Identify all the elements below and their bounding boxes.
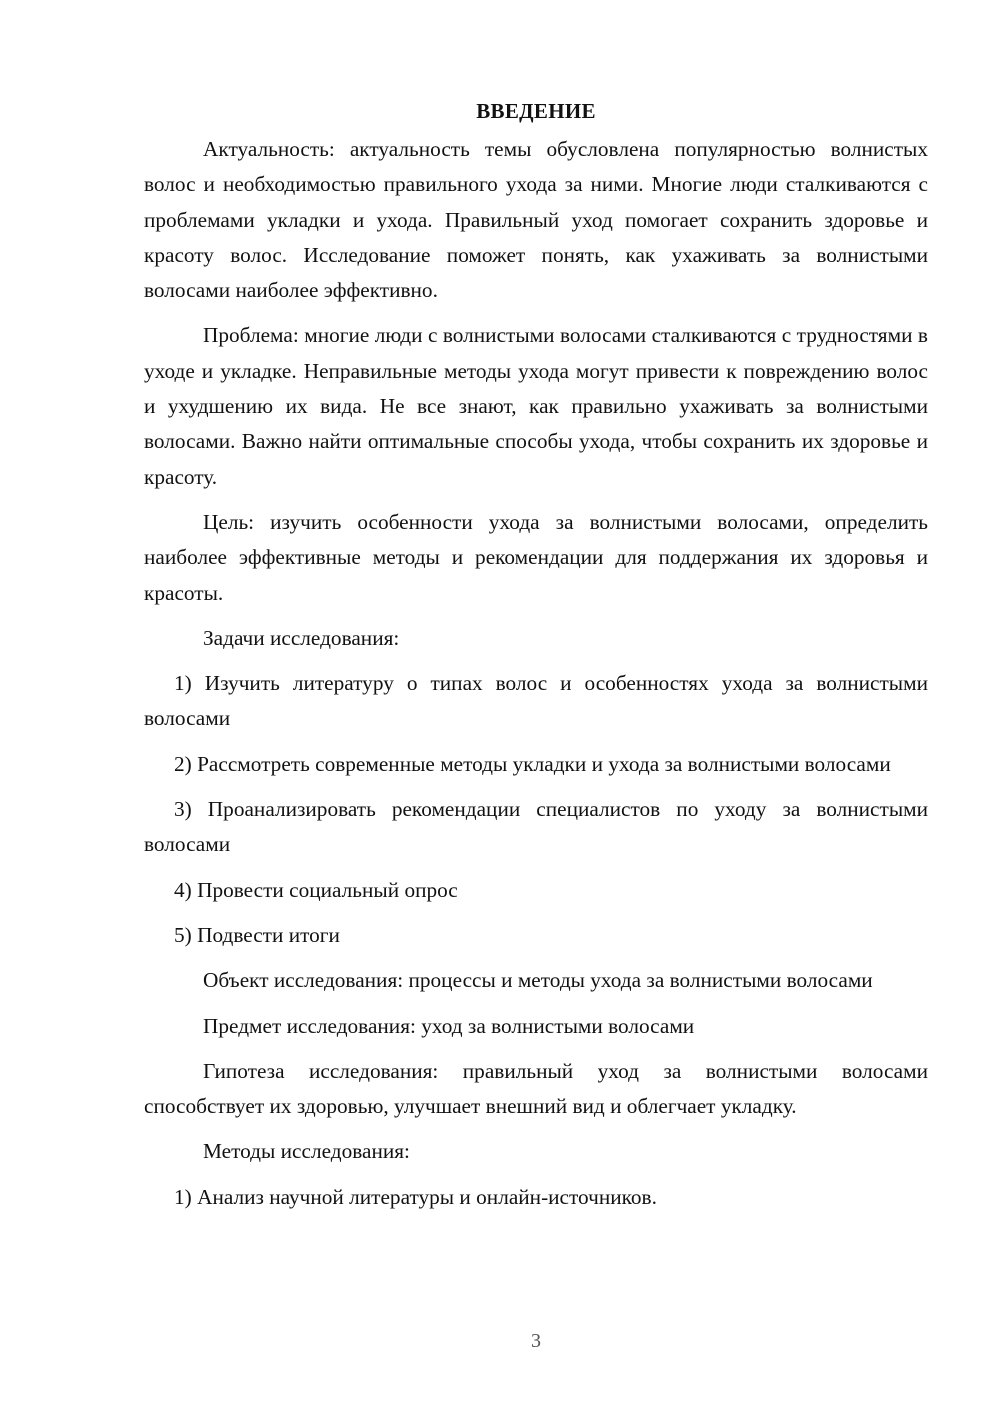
goal-paragraph: Цель: изучить особенности ухода за волнистыми волосами, определить наиболее эффективные методы и рекомендации для поддержания их здоровья и красоты. <box>144 509 928 605</box>
page-title: ВВЕДЕНИЕ <box>476 99 596 123</box>
method-list-item: 1) Анализ научной литературы и онлайн-источников. <box>174 1184 657 1209</box>
object-paragraph: Объект исследования: процессы и методы ухода за волнистыми волосами <box>203 968 873 993</box>
methods-heading: Методы исследования: <box>203 1139 410 1164</box>
relevance-paragraph: Актуальность: актуальность темы обусловлена популярностью волнистых волос и необходимостью правильного ухода за ними. Многие люди сталкиваются с проблемами укладки и ухода. Правильный уход помогает сохранить здоровье и красоту волос. Исследование поможет понять, как ухаживать за волнистыми волосами наиболее эффективно. <box>144 137 928 303</box>
hypothesis-paragraph: Гипотеза исследования: правильный уход за волнистыми волосами способствует их здоровью, улучшает внешний вид и облегчает укладку. <box>144 1058 928 1119</box>
task-list-item: 3) Проанализировать рекомендации специалистов по уходу за волнистыми волосами <box>144 797 928 857</box>
tasks-heading: Задачи исследования: <box>203 625 400 650</box>
task-list-item: 1) Изучить литературу о типах волос и особенностях ухода за волнистыми волосами <box>144 671 928 731</box>
task-list-item: 2) Рассмотреть современные методы укладки и ухода за волнистыми волосами <box>174 751 891 776</box>
task-list-item: 5) Подвести итоги <box>174 922 340 947</box>
problem-paragraph: Проблема: многие люди с волнистыми волосами сталкиваются с трудностями в уходе и укладке. Неправильные методы ухода могут привести к повреждению волос и ухудшению их вида. Не все знают, как правильно ухаживать за волнистыми волосами. Важно найти оптимальные способы ухода, чтобы сохранить их здоровье и красоту. <box>144 323 928 489</box>
subject-paragraph: Предмет исследования: уход за волнистыми волосами <box>203 1013 695 1038</box>
task-list-item: 4) Провести социальный опрос <box>174 877 458 902</box>
page-number: 3 <box>531 1330 541 1352</box>
page-content <box>144 96 928 1225</box>
